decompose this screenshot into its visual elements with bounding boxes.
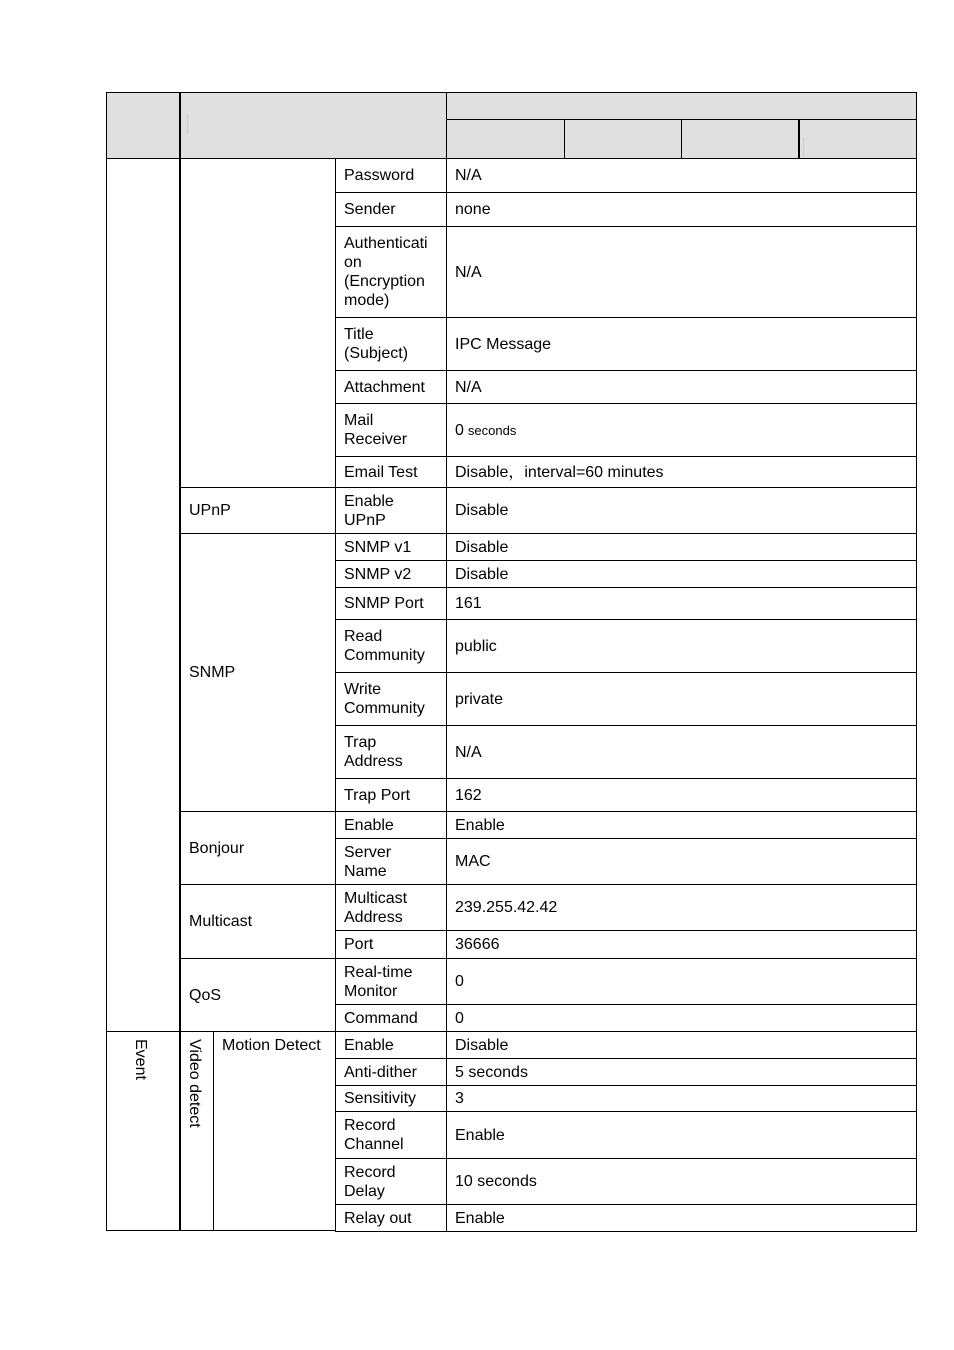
group-motion-detect <box>213 1031 336 1231</box>
category-event-label: Event <box>132 1039 149 1080</box>
param-label: SNMP v1 <box>344 538 412 556</box>
value-cell <box>446 778 917 812</box>
value-text: public <box>455 637 497 655</box>
param-cell <box>335 1031 447 1059</box>
param-label: Record Delay <box>344 1163 396 1200</box>
param-cell <box>335 560 447 588</box>
param-label: Enable <box>344 816 394 834</box>
param-cell <box>335 1158 447 1205</box>
param-cell <box>335 619 447 673</box>
header-sub-divider-1 <box>564 119 565 159</box>
param-cell <box>335 958 447 1005</box>
value-cell <box>446 403 917 457</box>
header-inner-mark-a <box>187 114 188 134</box>
value-cell <box>446 226 917 318</box>
param-label: Trap Port <box>344 786 411 804</box>
group-qos <box>179 958 336 1032</box>
param-cell <box>335 778 447 812</box>
param-label: Password <box>344 167 415 184</box>
value-cell <box>446 587 917 620</box>
group-multicast <box>179 884 336 959</box>
param-cell <box>335 370 447 404</box>
value-cell <box>446 192 917 227</box>
param-cell <box>335 317 447 371</box>
group-snmp-label: SNMP <box>189 664 236 681</box>
value-text: 0 <box>455 421 464 439</box>
group-multicast-label: Multicast <box>189 913 253 930</box>
group-video-detect-label: Video detect <box>186 1039 203 1128</box>
param-label: Sensitivity <box>344 1090 417 1107</box>
group-upnp-label: UPnP <box>189 502 231 519</box>
param-cell <box>335 1085 447 1112</box>
param-label: Trap Address <box>344 734 403 770</box>
param-label: Sender <box>344 201 396 218</box>
value-text: private <box>455 690 504 708</box>
group-qos-label: QoS <box>189 986 222 1004</box>
value-cell <box>446 370 917 404</box>
value-cell <box>446 158 917 193</box>
value-text: MAC <box>455 853 491 870</box>
value-text: none <box>455 201 491 218</box>
header-border-top <box>106 92 917 93</box>
header-divider-3 <box>446 92 447 159</box>
value-cell <box>446 487 917 534</box>
param-label: Title (Subject) <box>344 326 409 362</box>
value-text: N/A <box>455 167 482 184</box>
value-text: 161 <box>455 595 482 612</box>
value-cell <box>446 672 917 726</box>
param-cell <box>335 725 447 779</box>
param-label: Authenticati on (Encryption mode) <box>344 235 428 309</box>
param-cell <box>335 403 447 457</box>
header-inner-mark-b <box>803 137 804 157</box>
param-cell <box>335 1058 447 1086</box>
param-cell <box>335 672 447 726</box>
value-cell <box>446 725 917 779</box>
value-cell <box>446 317 917 371</box>
value-cell <box>446 560 917 588</box>
group-snmp <box>179 533 336 812</box>
param-label: Multicast Address <box>344 889 408 926</box>
value-text: Enable <box>455 1209 505 1227</box>
param-label: Server Name <box>344 843 392 880</box>
value-cell <box>446 456 917 488</box>
value-cell <box>446 958 917 1005</box>
param-label: Anti-dither <box>344 1063 417 1081</box>
param-cell <box>335 811 447 839</box>
value-text: Disable，interval=60 minutes <box>455 463 664 481</box>
param-label: Enable <box>344 1036 394 1054</box>
value-text: 239.255.42.42 <box>455 899 558 916</box>
value-text: Disable <box>455 565 509 583</box>
param-label: Read Community <box>344 628 425 664</box>
value-cell <box>446 1204 917 1232</box>
param-label: Relay out <box>344 1209 412 1227</box>
param-label: Real-time Monitor <box>344 963 413 1000</box>
group-motion-detect-label: Motion Detect <box>222 1037 321 1054</box>
group-bonjour <box>179 811 336 885</box>
value-text: Disable <box>455 1036 509 1054</box>
value-cell <box>446 838 917 885</box>
param-label: Enable UPnP <box>344 492 394 529</box>
value-cell <box>446 533 917 561</box>
param-label: SNMP v2 <box>344 565 412 583</box>
value-text: 3 <box>455 1090 464 1107</box>
value-text: 10 seconds <box>455 1173 537 1190</box>
value-text: Disable <box>455 502 509 519</box>
header-divider-right <box>916 92 917 159</box>
value-text: IPC Message <box>455 335 552 353</box>
param-label: Email Test <box>344 463 418 481</box>
value-text: 0 <box>455 1009 464 1027</box>
value-cell <box>446 811 917 839</box>
param-label: Attachment <box>344 378 425 396</box>
value-text: Enable <box>455 1126 505 1144</box>
group-cell-email <box>179 158 336 488</box>
group-upnp <box>179 487 336 534</box>
value-cell <box>446 1031 917 1059</box>
value-cell <box>446 1111 917 1159</box>
value-cell <box>446 884 917 931</box>
param-label: Mail Receiver <box>344 412 408 448</box>
value-unit: seconds <box>467 422 517 438</box>
group-bonjour-label: Bonjour <box>189 839 245 857</box>
header-divider-2 <box>179 92 181 159</box>
param-label: Port <box>344 936 374 953</box>
param-label: Write Community <box>344 681 425 717</box>
value-cell <box>446 1158 917 1205</box>
param-label: SNMP Port <box>344 595 424 612</box>
header-divider-1 <box>106 92 107 159</box>
header-sub-divider-2 <box>681 119 682 159</box>
param-cell <box>335 587 447 620</box>
param-cell <box>335 226 447 318</box>
value-text: N/A <box>455 378 482 396</box>
value-text: N/A <box>455 743 482 761</box>
param-cell <box>335 487 447 534</box>
param-cell <box>335 158 447 193</box>
value-cell <box>446 930 917 959</box>
value-text: Disable <box>455 538 509 556</box>
value-cell <box>446 1085 917 1112</box>
value-text: N/A <box>455 263 482 281</box>
param-label: Record Channel <box>344 1117 404 1153</box>
value-text: 36666 <box>455 936 500 953</box>
value-text: Enable <box>455 816 505 834</box>
value-text: 5 seconds <box>455 1063 528 1081</box>
value-text: 162 <box>455 786 482 804</box>
value-cell <box>446 1058 917 1086</box>
value-cell <box>446 1004 917 1032</box>
category-cell-network <box>106 158 181 1032</box>
param-cell <box>335 1111 447 1159</box>
param-cell <box>335 1004 447 1032</box>
param-cell <box>335 1204 447 1232</box>
value-text: 0 <box>455 973 464 990</box>
param-cell <box>335 533 447 561</box>
param-cell <box>335 884 447 931</box>
param-cell <box>335 192 447 227</box>
table-header <box>106 92 917 159</box>
header-sub-divider-3 <box>798 119 800 159</box>
param-cell <box>335 838 447 885</box>
param-label: Command <box>344 1009 418 1027</box>
param-cell <box>335 930 447 959</box>
value-cell <box>446 619 917 673</box>
param-cell <box>335 456 447 488</box>
